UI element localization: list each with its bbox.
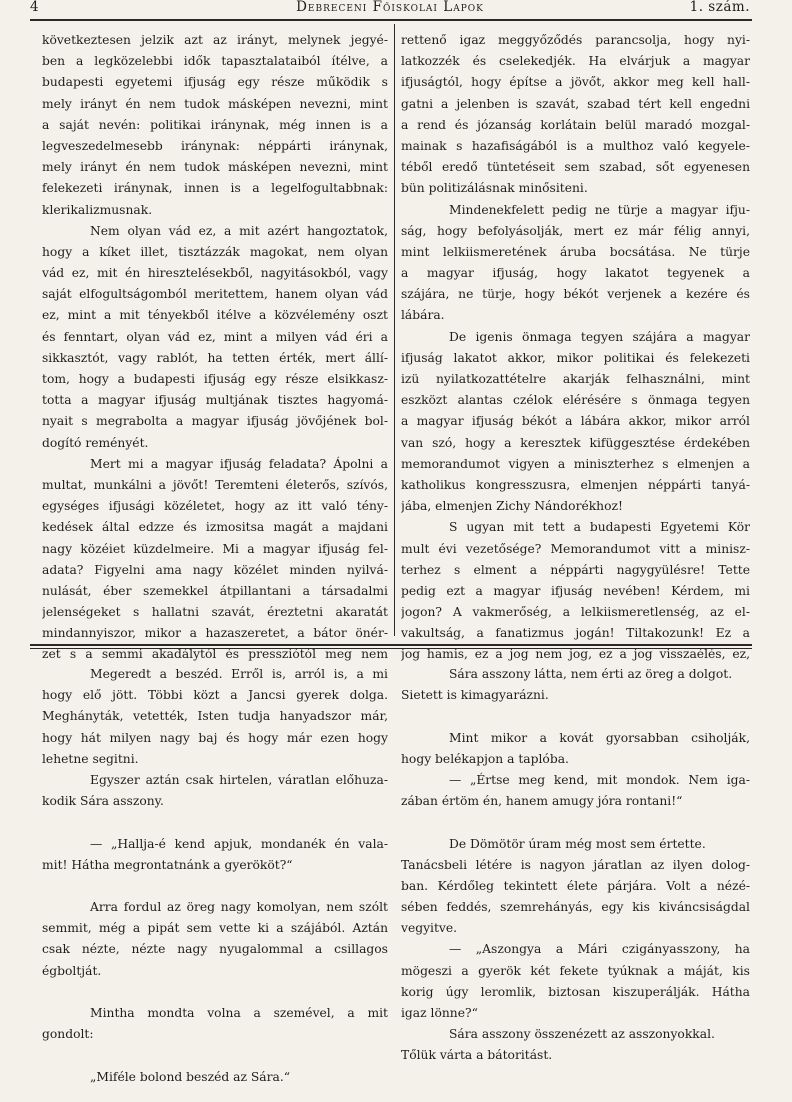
story-column-left <box>42 664 388 1088</box>
text-line: bün politizálásnak minősiteni. <box>401 181 588 196</box>
text-line: terhez s elment a néppárti nagygyülésre! Tette <box>401 562 750 577</box>
header-rule <box>30 19 752 21</box>
text-line: ság, hogy befolyásolják, mert ez már félig annyi, <box>401 223 750 238</box>
text-line: szájára, ne türje, hogy békót verjenek a kezére és <box>401 287 750 302</box>
running-header <box>30 0 750 20</box>
text-line: ez, mint a mit tényekből itélve a közvélemény oszt <box>42 308 388 323</box>
column-divider-top <box>394 24 395 636</box>
text-line: — „Aszongya a Mári czigányasszony, ha <box>449 942 750 957</box>
text-line: téből eredő tüntetéseit sem szabad, sőt egyenesen <box>401 160 750 175</box>
text-line: kodik Sára asszony. <box>42 794 164 809</box>
text-line: rettenő igaz meggyőződés parancsolja, hogy nyi- <box>401 33 750 47</box>
text-line: zet s a semmi akadálytól és pressziótól meg nem <box>42 647 388 662</box>
text-line <box>42 1045 388 1066</box>
page-number: 4 <box>30 0 40 15</box>
text-line: Sára asszony látta, nem érti az öreg a dolgot. <box>449 667 733 681</box>
text-line: Mert mi a magyar ifjuság feladata? Ápolni a <box>90 456 388 471</box>
article-column-right <box>401 30 750 666</box>
text-line <box>401 812 750 833</box>
text-line: égboltját. <box>42 963 102 978</box>
issue-number: 1. szám. <box>689 0 750 15</box>
text-line: klerikalizmusnak. <box>42 202 153 217</box>
text-line: jog hamis, ez a jog nem jog, ez a jog visszaélés, ez, <box>401 647 750 662</box>
text-line: latkozzék és cselekedjék. Ha elvárjuk a magyar <box>401 54 750 69</box>
text-line <box>401 706 750 727</box>
text-line: dogító reményét. <box>42 435 149 450</box>
text-line: vakultság, a fanatizmus jogán! Tiltakozunk! Ez a <box>401 626 750 641</box>
text-line: korig úgy leromlik, biztosan kiszuperálják. Hátha <box>401 984 750 999</box>
text-line: mely irányt én nem tudok másképen nevezni, mint <box>42 160 388 175</box>
text-line: tom, hogy a budapesti ifjuság egy része elsikkasz- <box>42 372 388 386</box>
text-line: multat, munkálni a jövőt! Teremteni életerős, szívós, <box>42 477 388 492</box>
text-line: nulását, éber szemekkel átpillantani a társadalmi <box>42 583 388 598</box>
text-line: lábára. <box>401 308 445 323</box>
text-line: hogy hát milyen nagy baj és hogy már ezen hogy <box>42 730 388 745</box>
text-line: mely irányt én nem tudok másképen nevezni, mint <box>42 96 388 111</box>
text-line: sikkasztót, vagy rablót, ha tetten érték, mert állí- <box>42 350 388 365</box>
text-line: ban. Kérdőleg tekintett élete párjára. Volt a nézé- <box>401 878 750 893</box>
text-line: Egyszer aztán csak hirtelen, váratlan előhuza- <box>90 772 388 787</box>
text-line: Tőlük várta a bátoritást. <box>401 1048 553 1063</box>
text-line: jelenségeket s hallatni szavát, éreztetni akaratát <box>42 605 388 620</box>
section-divider-thin <box>30 648 752 649</box>
text-line: a magyar ifjuság békót a lábára akkor, mikor arról <box>401 414 750 429</box>
text-line: mindannyiszor, mikor a hazaszeretet, a bátor önér- <box>42 626 388 641</box>
text-line: adata? Figyelni ama nagy közélet minden nyilvá- <box>42 562 388 577</box>
text-line: ifjuságtól, hogy építse a jövőt, akkor meg kell hall- <box>401 75 750 90</box>
text-line: izü nyilatkozattételre akarják felhasználni, mint <box>401 372 750 386</box>
text-line: saját elfogultságomból meritettem, hanem olyan vád <box>42 287 388 302</box>
text-line: Mintha mondta volna a szemével, a mit <box>90 1006 388 1020</box>
text-line: zában értöm én, hanem amugy jóra rontani!“ <box>401 794 683 809</box>
text-line: kedések által edzze és izmositsa magát a majdani <box>42 520 388 535</box>
text-line: és fenntart, olyan vád ez, mint a milyen vád éri a <box>42 329 388 344</box>
text-line: igaz lönne?“ <box>401 1006 478 1020</box>
text-line <box>42 876 388 897</box>
text-line: mint lelkiismeretének áruba bocsátása. Ne türje <box>401 244 750 259</box>
text-line: mit! Hátha megrontatnánk a gyerököt?“ <box>42 857 293 872</box>
text-line: hogy a kíket illet, tisztázzák magokat, nem olyan <box>42 244 388 259</box>
text-line: ifjuság lakatot akkor, mikor politikai és felekezeti <box>401 350 750 365</box>
text-line: — „Hallja-é kend apjuk, mondanék én vala- <box>90 836 388 851</box>
text-line: vegyitve. <box>401 921 458 936</box>
text-line: egységes ifjusági közéletet, hogy az itt való tény- <box>42 499 388 514</box>
text-line: totta a magyar ifjuság multjának tisztes hagyomá- <box>42 393 388 408</box>
text-line: Sára asszony összenézett az asszonyokkal. <box>449 1027 715 1042</box>
text-line: vád ez, mit én hiresztelésekből, nagyitásokból, vagy <box>42 266 388 281</box>
text-line: — „Értse meg kend, mit mondok. Nem iga- <box>449 772 750 787</box>
text-line: katholikus kongresszusra, elmenjen néppárti tanyá- <box>401 477 750 492</box>
text-line: lehetne segitni. <box>42 751 139 766</box>
text-line: a saját nevén: politikai iránynak, még innen is a <box>42 117 388 132</box>
text-line: hogy elő jött. Többi közt a Jancsi gyerek dolga. <box>42 688 388 703</box>
text-line: sében feddés, szemrehányás, egy kis kiváncsiságdal <box>401 900 750 915</box>
text-line: nagy közéiet küzdelmeire. Mi a magyar ifjuság fel- <box>42 541 388 556</box>
text-line: van szó, hogy a keresztek kifüggesztése érdekében <box>401 435 750 450</box>
text-line: mögeszi a gyerök két fekete tyúknak a máját, kis <box>401 963 750 978</box>
text-line: Mint mikor a kovát gyorsabban csiholják, <box>449 730 750 745</box>
text-line: semmit, még a pipát sem vette ki a szájából. Aztán <box>42 921 388 936</box>
text-line <box>42 812 388 833</box>
text-line: Megeredt a beszéd. Erről is, arról is, a mi <box>90 667 388 681</box>
text-line: eszközt alantas czélok elérésére s önmaga tegyen <box>401 393 750 408</box>
text-line: a magyar ifjuság, hogy lakatot tegyenek a <box>401 266 750 281</box>
text-line: Mindenekfelett pedig ne türje a magyar ifju- <box>449 202 750 217</box>
text-line: „Miféle bolond beszéd az Sára.“ <box>90 1069 291 1084</box>
text-line: legveszedelmesebb iránynak: néppárti iránynak, <box>42 138 388 153</box>
text-line: csak nézte, nézte nagy nyugalommal a csillagos <box>42 942 388 957</box>
text-line: De igenis önmaga tegyen szájára a magyar <box>449 329 750 344</box>
journal-title: Debreceni Főiskolai Lapok <box>296 0 484 15</box>
text-line: Arra fordul az öreg nagy komolyan, nem szólt <box>90 900 388 915</box>
text-line: Nem olyan vád ez, a mit azért hangoztatok, <box>90 223 388 238</box>
text-line: memorandumot vigyen a miniszterhez s elmenjen a <box>401 456 750 471</box>
article-column-left <box>42 30 388 666</box>
text-line: ben a legközelebbi idők tapasztalataiból ítélve, a <box>42 54 388 69</box>
text-line: Tanácsbeli létére is nagyon járatlan az ilyen dolog- <box>401 857 750 872</box>
text-line: Meghányták, vetették, Isten tudja hanyadszor már, <box>42 709 388 724</box>
text-line: pedig ezt a magyar ifjuság nevében! Kérdem, mi <box>401 583 750 598</box>
text-line: budapesti egyetemi ifjuság egy része működik s <box>42 75 388 90</box>
text-line <box>42 982 388 1003</box>
text-line: De Dömötör úram még most sem értette. <box>449 836 706 851</box>
text-line: nyait s megrabolta a magyar ifjuság jövőjének bol- <box>42 414 388 429</box>
text-line: mainak s hazafiságából is a multhoz való kegyele- <box>401 138 750 153</box>
text-line: mult évi vezetősége? Memorandumot vitt a minisz- <box>401 541 750 556</box>
text-line: S ugyan mit tett a budapesti Egyetemi Kör <box>449 520 750 535</box>
section-divider <box>30 644 752 646</box>
story-column-right <box>401 664 750 1067</box>
text-line: a rend és józanság korlátain belül maradó mozgal- <box>401 117 750 132</box>
text-line: következtesen jelzik azt az irányt, melynek jegyé- <box>42 33 388 47</box>
text-line: gatni a jelenben is szavát, szabad tért kell engedni <box>401 96 750 111</box>
text-line: hogy belékapjon a taplóba. <box>401 751 569 766</box>
text-line: jába, elmenjen Zichy Nándorékhoz! <box>401 499 623 514</box>
text-line: felekezeti iránynak, innen is a legelfogultabbnak: <box>42 181 388 196</box>
text-line: gondolt: <box>42 1027 94 1042</box>
text-line: jogon? A vakmerőség, a lelkiismeretlenség, az el- <box>401 605 750 620</box>
text-line: Sietett is kimagyarázni. <box>401 688 549 703</box>
